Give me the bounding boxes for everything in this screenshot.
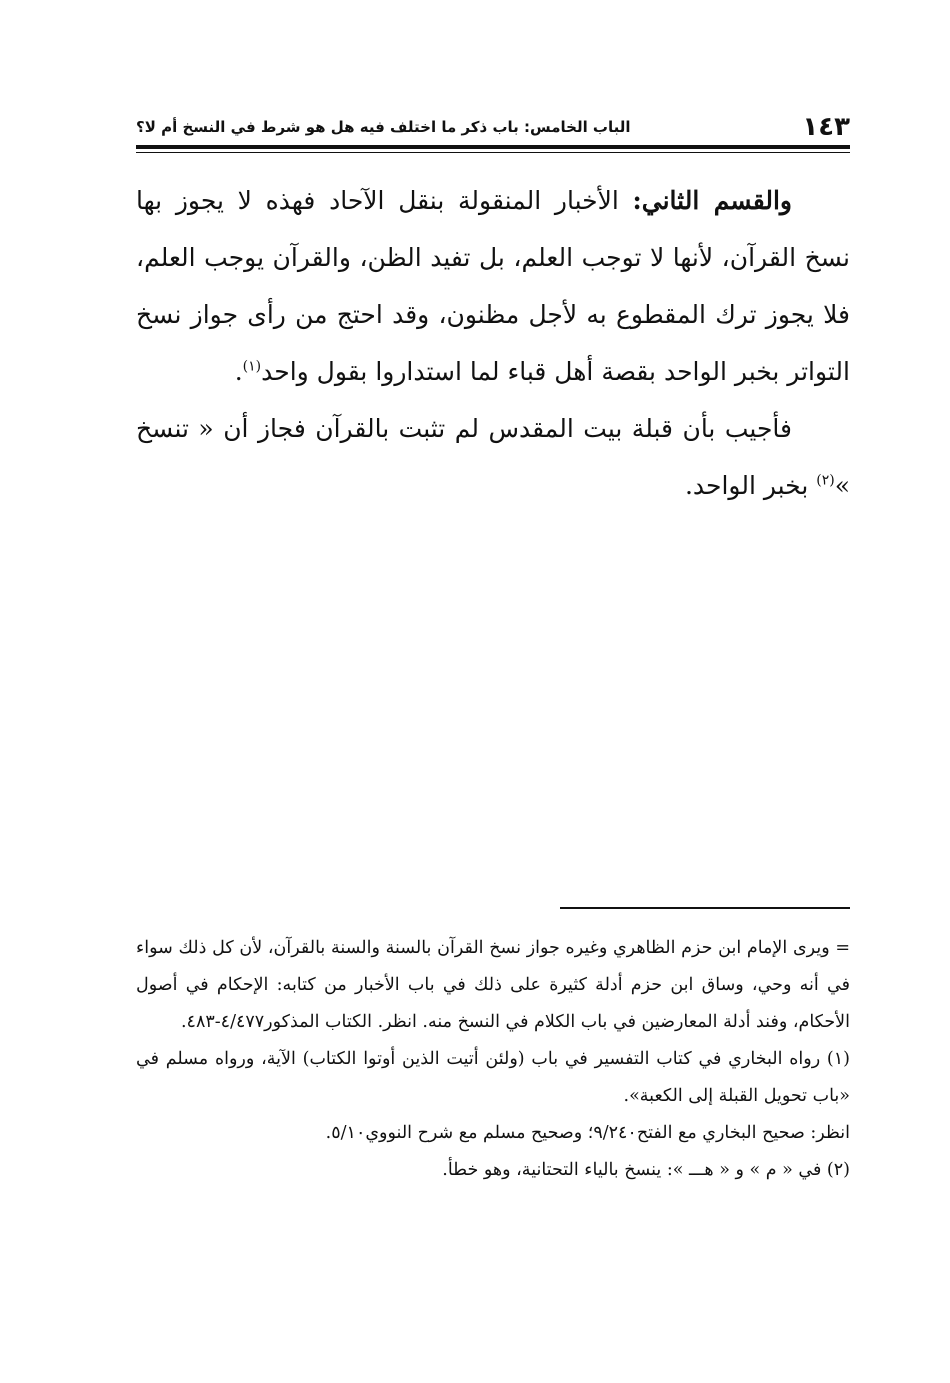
paragraph-1 [136,172,850,400]
header-rule-thin [136,152,850,153]
header-rule-thick [136,145,850,149]
footnotes [136,930,850,1189]
footnote-separator [560,907,850,909]
paragraph-2-text-after: بخبر الواحد. [684,471,817,500]
footnote-1: (١) رواه البخاري في كتاب التفسير في باب (ولئن أتيت الذين أوتوا الكتاب) الآية، ورواه مسلم في «باب تحويل القبلة إلى الكعبة». [136,1049,850,1106]
section-term: والقسم الثاني: [632,186,792,215]
main-text [136,172,850,514]
page-number: ١٤٣ [802,112,850,142]
footnote-1-reference: انظر: صحيح البخاري مع الفتح٩/٢٤٠؛ وصحيح مسلم مع شرح النووي٥/١٠. [325,1123,850,1143]
page-header [136,112,850,142]
paragraph-1-text: الأخبار المنقولة بنقل الآحاد فهذه لا يجوز بها نسخ القرآن، لأنها لا توجب العلم، بل تفيد الظن، والقرآن يوجب العلم، فلا يجوز ترك المقطوع به لأجل مظنون، وقد احتج من رأى جواز نسخ التواتر بخبر الواحد بقصة أهل قباء لما استداروا بقول واحد [136,186,850,386]
footnote-ref-2: (٢) [816,472,835,489]
footnote-ref-1: (١) [242,358,262,375]
running-title: الباب الخامس: باب ذكر ما اختلف فيه هل هو شرط في النسخ أم لا؟ [136,118,631,136]
paragraph-2 [136,400,850,514]
paragraph-2-text: فأجيب بأن قبلة بيت المقدس لم تثبت بالقرآن فجاز أن « تنسخ » [136,414,850,500]
footnote-2: (٢) في « م » و « هـــ »: ينسخ بالياء التحتانية، وهو خطأ. [442,1160,850,1180]
footnote-continuation: = ويرى الإمام ابن حزم الظاهري وغيره جواز نسخ القرآن بالسنة والسنة بالقرآن، لأن كل ذلك سواء في أنه وحي، وساق ابن حزم أدلة كثيرة على ذلك في باب الأخبار من كتابه: الإحكام في أصول الأحكام، وفند أدلة المعارضين في باب الكلام في النسخ منه. انظر. الكتاب المذكور٤/٤٧٧-٤٨٣. [136,938,850,1032]
paragraph-1-end: . [234,357,243,386]
